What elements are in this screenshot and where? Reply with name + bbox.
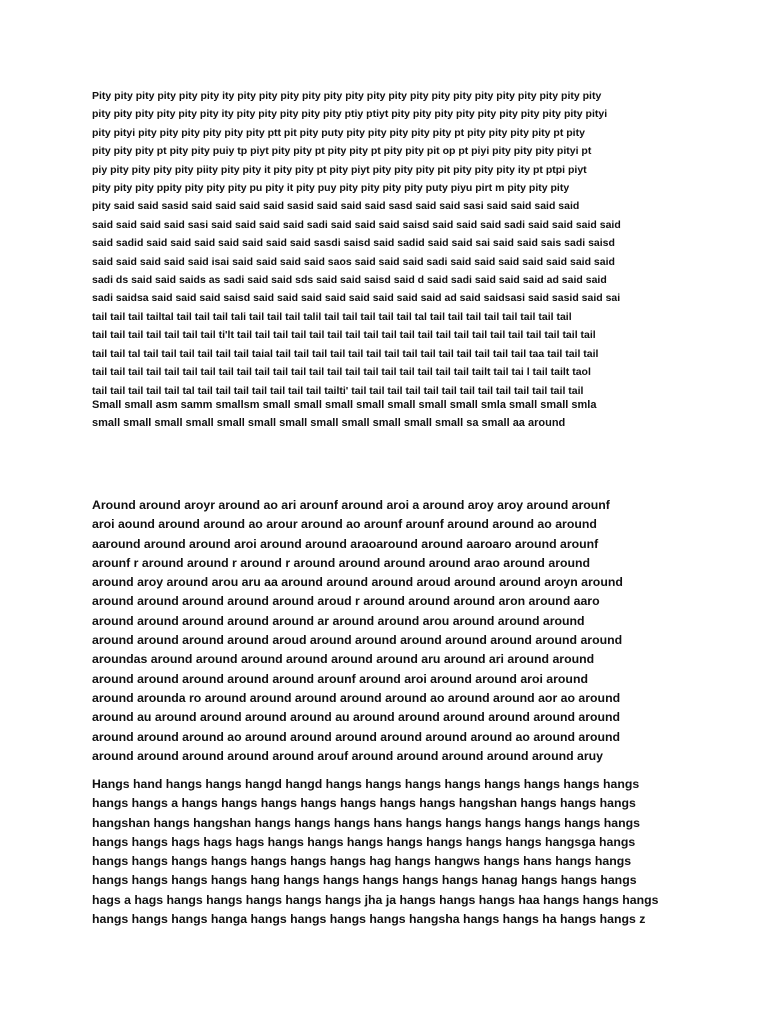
paragraph-pity-said-tail: Pity pity pity pity pity pity ity pity pity pity pity pity pity pity pity pity pity pity pity pity pity pity pity pity pity pity pity pity pity pity ity pity pity pity pity pity ptiy ptiyt pity pity pity pity pity pity pity pity pity pityi pity pityi pity pity pity pity pity pity ptt pit pity puty pity pity pity pity pity pt pity pity pity pity pt pity pity pity pity pt pity pity puiy tp piyt pity pity pt pity pity pt pity pity pit op pt piyi pity pity pity pityi pt piy pity pity pity pity piity pity pity it pity pity pt pity piyt pity pity pity pit pity pity pity ity pt ptpi piyt pity pity pity ppity pity pity pity pu pity it pity puy pity pity pity pity puty piyu pirt m pity pity pity pity said said sasid said said said said sasid said said said sasd said said sasi said said said said said said said said sasi said said said said sadi said said said saisd said said said sadi said said said said said sadid said said said said said said said sasdi saisd said sadid said said sai said said sais sadi saisd said said said said said isai said said said said saos said said said sadi said said said said said said said sadi ds said said saids as sadi said said sds said said saisd said d said sadi said said said ad said said sadi saidsa said said said saisd said said said said said said said said ad said saidsasi said sasid said sai tail tail tail tailtal tail tail tail tali tail tail tail talil tail tail tail tail tail tal tail tail tail tail tail tail tail tail tail tail tail tail tail tail tail ti'lt tail tail tail tail tail tail tail tail tail tail tail tail tail tail tail tail tail tail tail tail tail tail tal tail tail tail tail tail tail taial tail tail tail tail tail tail tail tail tail tail tail tail tail tail taa tail tail tail tail tail tail tail tail tail tail tail tail tail tail tail tail tail tail tail tail tail tail tail tail tailt tail tai l tail tailt taol tail tail tail tail tail tal tail tail tail tail tail tail tail tailti' tail tail tail tail tail tail tail tail tail tail tail tail tail <box>92 90 621 397</box>
paragraph-around: Around around aroyr around ao ari arounf around aroi a around aroy aroy around arounf aroi aound around around ao arour around ao arounf arounf around around ao around aaround around around aroi around around araoaround around aaroaro around arounf arounf r around around r around r around around around around arao around around around aroy around arou aru aa around around around aroud around around aroyn around around around around around around aroud r around around around aron around aaro around around around around around ar around around arou around around around around around around around aroud around around around around around around around aroundas around around around around around around aru around ari around around around around around around around arounf around aroi around around aroi around around arounda ro around around around around around ao around around aor ao around around au around around around around au around around around around around around around around around ao around around around around around around ao around around around around around around around arouf around around around around around aruy <box>92 498 623 763</box>
paragraph-hangs: Hangs hand hangs hangs hangd hangd hangs hangs hangs hangs hangs hangs hangs hangs hangs hangs a hangs hangs hangs hangs hangs hangs hangs hangshan hangs hangs hangs hangshan hangs hangshan hangs hangs hangs hans hangs hangs hangs hangs hangs hangs hangs hangs hags hags hags hangs hangs hangs hangs hangs hangs hangs hangsga hangs hangs hangs hangs hangs hangs hangs hangs hag hangs hangws hangs hans hangs hangs hangs hangs hangs hangs hang hangs hangs hangs hangs hangs hanag hangs hangs hangs hags a hags hangs hangs hangs hangs hangs jha ja hangs hangs hangs haa hangs hangs hangs hangs hangs hangs hanga hangs hangs hangs hangs hangsha hangs hangs ha hangs hangs z <box>92 777 659 927</box>
paragraph-small: Small small asm samm smallsm small small small small small small small smla small small smla small small small small small small small small small small small small sa small aa around <box>92 399 597 430</box>
